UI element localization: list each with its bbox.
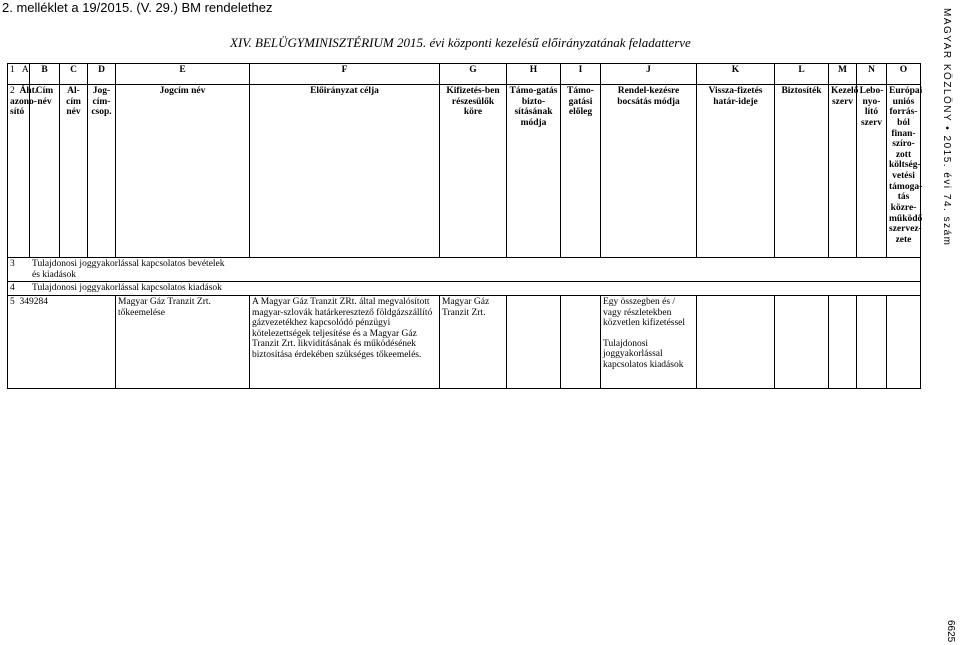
col-letter: N	[857, 64, 887, 85]
jogcim-name-cell: Magyar Gáz Tranzit Zrt. tőkeemelése	[116, 295, 250, 388]
col-letter: H	[507, 64, 561, 85]
table-row	[8, 258, 921, 282]
empty-cell	[697, 295, 775, 388]
header-cell: Támo-gatás bizto-sításának módja	[507, 85, 561, 258]
col-letter: I	[561, 64, 601, 85]
col-letter: B	[30, 64, 60, 85]
side-header-text: MAGYAR KÖZLÖNY • 2015. évi 74. szám	[941, 8, 952, 247]
header-cell: Rendel-kezésre bocsátás módja	[601, 85, 697, 258]
row-number: 1 A	[8, 64, 30, 85]
header-cell: Támo-gatási előleg	[561, 85, 601, 258]
table-row	[8, 295, 921, 388]
col-letter: D	[88, 64, 116, 85]
empty-cell	[829, 295, 857, 388]
col-letter: J	[601, 64, 697, 85]
col-letter: O	[887, 64, 921, 85]
col-letter: G	[440, 64, 507, 85]
header-cell: Európai uniós forrás-ból finan-szíro-zott költség-vetési támoga-tás közre-működő szervez-zete	[887, 85, 921, 258]
page-number-text: 6625	[945, 620, 956, 643]
header-cell: Kezelő szerv	[829, 85, 857, 258]
section-row: 4 Tulajdonosi joggyakorlással kapcsolatos kiadások	[8, 282, 921, 296]
table-row	[8, 282, 921, 296]
empty-cell	[857, 295, 887, 388]
empty-cell	[507, 295, 561, 388]
column-letter-row	[8, 64, 921, 85]
page-number	[944, 620, 958, 644]
empty-cell	[887, 295, 921, 388]
header-cell: Vissza-fizetés határ-ideje	[697, 85, 775, 258]
empty-cell	[775, 295, 829, 388]
budget-table	[7, 63, 921, 389]
col-letter: F	[250, 64, 440, 85]
header-cell: Jog-cím-csop.	[88, 85, 116, 258]
col-letter: L	[775, 64, 829, 85]
header-cell: Cím név	[30, 85, 60, 258]
purpose-cell: A Magyar Gáz Tranzit ZRt. által megvalósított magyar-szlovák határkeresztező földgázszállító gázvezetékhez kapcsolódó pénzügyi kötelezettségek teljesítése és a Magyar Gáz Tranzit Zrt. likviditásának és működésének biztosítása érdekében szükséges tőkeemelés.	[250, 295, 440, 388]
header-cell: Lebo-nyo-lító szerv	[857, 85, 887, 258]
document-title: XIV. BELÜGYMINISZTÉRIUM 2015. évi központi kezelésű előirányzatának feladatterve	[230, 35, 691, 50]
col-letter: E	[116, 64, 250, 85]
header-cell: Jogcím név	[116, 85, 250, 258]
row-number: 2 Áht. azono-sító	[8, 85, 30, 258]
header-cell: Biztosíték	[775, 85, 829, 258]
disbursement-cell: Egy összegben és / vagy részletekben közvetlen kifizetéssel Tulajdonosi joggyakorlással kapcsolatos kiadások	[601, 295, 697, 388]
empty-cell	[561, 295, 601, 388]
col-letter: M	[829, 64, 857, 85]
beneficiaries-cell: Magyar Gáz Tranzit Zrt.	[440, 295, 507, 388]
col-letter: C	[60, 64, 88, 85]
section-row: 3 Tulajdonosi joggyakorlással kapcsolatos bevételek és kiadások	[8, 258, 921, 282]
aht-id-cell: 5 349284	[8, 295, 116, 388]
side-header	[936, 8, 958, 247]
header-row	[8, 85, 921, 258]
header-cell: Al-cím név	[60, 85, 88, 258]
col-letter: K	[697, 64, 775, 85]
annex-title: 2. melléklet a 19/2015. (V. 29.) BM rendelethez	[2, 0, 273, 15]
header-cell: Kifizetés-ben részesülők köre	[440, 85, 507, 258]
header-cell: Előirányzat célja	[250, 85, 440, 258]
